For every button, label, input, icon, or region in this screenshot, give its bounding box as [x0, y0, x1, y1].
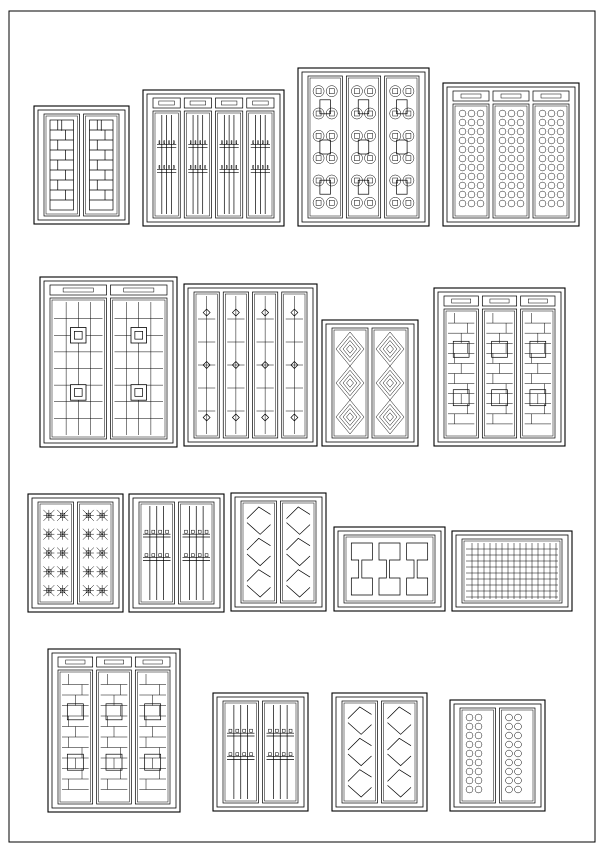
window-leaf	[38, 502, 74, 604]
window-leaf	[281, 501, 317, 603]
window-leaf	[372, 328, 408, 438]
window-leaf	[521, 309, 555, 438]
window-leaf	[84, 114, 120, 216]
window-leaf	[135, 670, 170, 804]
window-leaf	[241, 501, 277, 603]
window-leaf	[78, 502, 114, 604]
window-panel-p16	[332, 693, 427, 811]
window-panel-p17	[450, 700, 545, 811]
window-panel-p10	[129, 494, 224, 612]
window-leaf	[500, 708, 536, 803]
window-panel-p13	[452, 531, 572, 611]
window-leaf	[453, 104, 489, 218]
window-panel-p14	[48, 649, 180, 812]
window-panels	[28, 68, 579, 812]
window-panel-p9	[28, 494, 123, 612]
window-leaf	[382, 701, 418, 803]
window-leaf	[493, 104, 529, 218]
window-leaf	[216, 111, 243, 218]
window-leaf	[482, 309, 516, 438]
window-panel-p11	[231, 493, 326, 611]
window-leaf	[282, 292, 307, 438]
window-leaf	[332, 328, 368, 438]
window-leaf	[342, 701, 378, 803]
window-leaf	[253, 292, 278, 438]
window-leaf	[50, 298, 107, 439]
window-panel-p7	[322, 320, 418, 446]
window-leaf	[444, 309, 478, 438]
window-leaf	[223, 292, 248, 438]
window-leaf	[153, 111, 180, 218]
window-leaf	[111, 298, 168, 439]
window-leaf	[385, 76, 419, 218]
window-leaf	[460, 708, 496, 803]
window-panel-p2	[143, 90, 284, 226]
window-leaf	[58, 670, 93, 804]
window-panel-p1	[34, 106, 129, 224]
window-leaf	[139, 502, 175, 604]
window-panel-p8	[434, 288, 565, 446]
window-panel-p5	[40, 277, 177, 447]
window-leaf	[533, 104, 569, 218]
window-leaf	[223, 701, 259, 803]
window-leaf	[263, 701, 299, 803]
window-leaf	[44, 114, 80, 216]
window-panel-p12	[334, 527, 445, 611]
window-leaf	[194, 292, 219, 438]
window-leaf	[97, 670, 132, 804]
window-leaf	[308, 76, 342, 218]
window-leaf	[179, 502, 215, 604]
window-leaf	[462, 539, 562, 603]
window-leaf	[184, 111, 211, 218]
window-panel-p4	[443, 83, 579, 226]
window-leaf	[346, 76, 380, 218]
window-leaf	[247, 111, 274, 218]
window-leaf	[344, 535, 435, 603]
window-panel-p15	[213, 693, 308, 811]
window-panel-p6	[184, 284, 317, 446]
window-panel-p3	[298, 68, 429, 226]
